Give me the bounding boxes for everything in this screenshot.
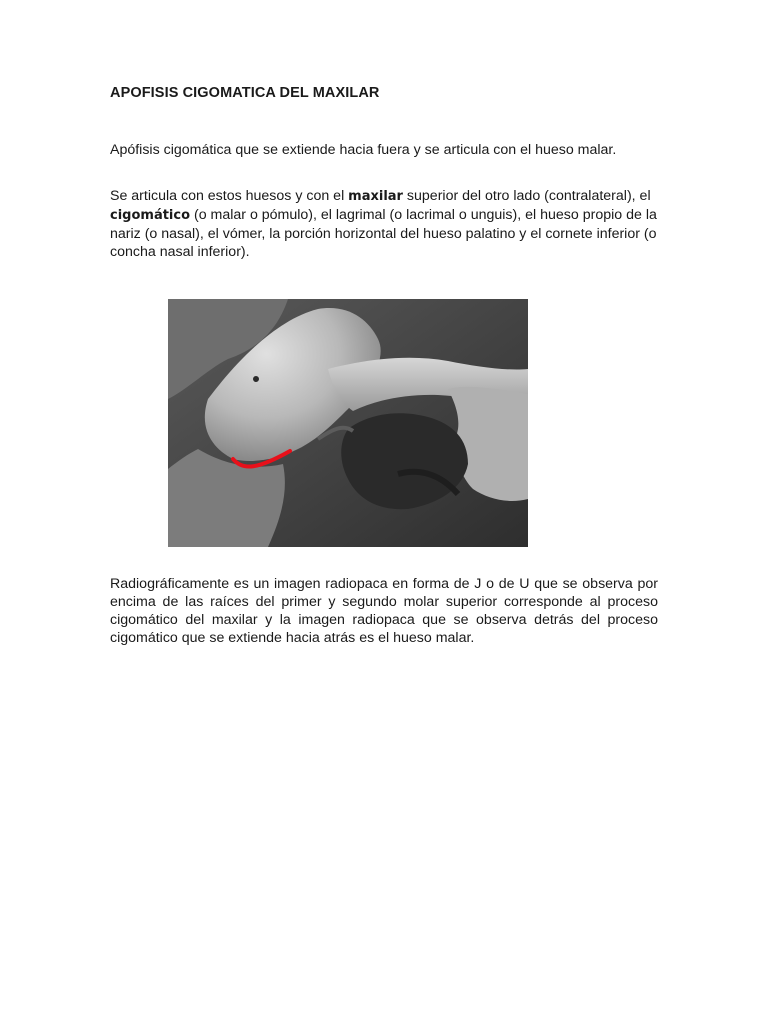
bold-term-cigomatico: cigomático xyxy=(110,208,191,223)
zygomatic-bone-image xyxy=(168,299,528,547)
paragraph-2-part-2: superior del otro lado (contralateral), el xyxy=(402,188,651,204)
paragraph-2 xyxy=(110,187,658,261)
page-title: APOFISIS CIGOMATICA DEL MAXILAR xyxy=(110,85,380,101)
paragraph-2-part-3: (o malar o pómulo), el lagrimal (o lacrimal o unguis), el hueso propio de la nariz (o nasal), el vómer, la porción horizontal del hueso palatino y el cornete inferior (o concha nasal inferior). xyxy=(110,207,657,260)
bold-term-maxilar: maxilar xyxy=(348,189,403,204)
paragraph-3: Radiográficamente es un imagen radiopaca en forma de J o de U que se observa por encima de las raíces del primer y segundo molar superior corresponde al proceso cigomático del maxilar y la imagen radiopaca que se observa detrás del proceso cigomático que se extiende hacia atrás es el hueso malar. xyxy=(110,576,658,646)
skull-photo xyxy=(168,299,528,547)
paragraph-1: Apófisis cigomática que se extiende hacia fuera y se articula con el hueso malar. xyxy=(110,142,617,158)
paragraph-2-part-1: Se articula con estos huesos y con el xyxy=(110,188,349,204)
foramen xyxy=(253,376,259,382)
